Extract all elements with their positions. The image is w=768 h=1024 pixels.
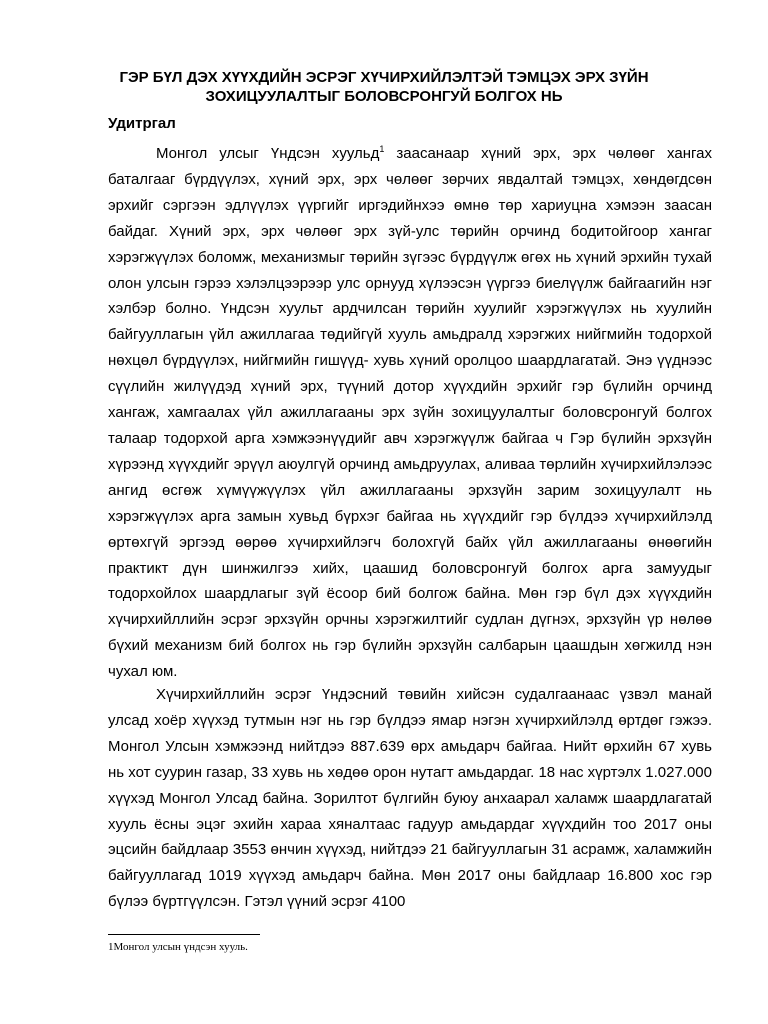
paragraph-1-rest: заасанаар хүний эрх, эрх чөлөөг хангах баталгааг бүрдүүлэх, хүний эрх, эрх чөлөөг зөрчих явдалтай тэмцэх, хөндөгдсөн эрхийг сэргээн эдлүүлэх үүргийг иргэдийнхээ өмнө төр хариуцна хэмээн заасан байдаг. Хүний эрх, эрх чөлөөг эрх зүй-улс төрийн орчинд бодитойгоор хангаг хэрэгжүүлэх боломж, механизмыг төрийн зүгээс бүрдүүлж өгөх нь хүний эрхийн тухай олон улсын гэрээ хэлэлцээрээр улс орнууд хүлээсэн үүргээ биелүүлж байгаагийн нэг хэлбэр болно. Үндсэн хуульт ардчилсан төрийн хуулийг хэрэгжүүлэх нь хуулийн байгууллагын үйл ажиллагаа төдийгүй хууль амьдралд хэрэгжих нийгмийн тодорхой нөхцөл бүрдүүлэх, нийгмийн гишүүд- хувь хүний оролцоо шаардлагатай. Энэ үүднээс сүүлийн жилүүдэд хүний эрх, түүний дотор хүүхдийн эрхийг гэр бүлийн орчинд хангаж, хамгаалах үйл ажиллагааны эрх зүйн зохицуулалтыг боловсронгуй болгох талаар тодорхой арга хэмжээнүүдийг авч хэрэгжүүлж байгаа ч Гэр бүлийн эрхзүйн хүрээнд хүүхдийг эрүүл аюулгүй орчинд амьдруулах, аливаа төрлийн хүчирхийлэлээс ангид өсгөж хүмүүжүүлэх үйл ажиллагааны эрхзүйн зарим зохицуулалт нь хэрэгжүүлэх арга замын хувьд бүрхэг байгаа нь хүүхдийг гэр бүлдээ хүчирхийлэлд өртөхгүй эргээд өөрөө хүчирхийлэгч болохгүй байх үйл ажиллагааны өнөөгийн практикт дүн шинжилгээ хийх, цаашид боловсронгуй болгох арга замуудыг тодорхойлох шаардлагыг зүй ёсоор бий болгож байна. Мөн гэр бүл дэх хүүхдийн хүчирхийллийн эсрэг эрхзүйн орчны хэрэгжилтийг судлан дүгнэх, эрхзүйн үр нөлөө бүхий механизм бий болгох нь гэр бүлийн эрхзүйн салбарын цаашдын хөгжилд нэн чухал юм. <box>108 145 712 681</box>
title-line-1: ГЭР БҮЛ ДЭХ ХҮҮХДИЙН ЭСРЭГ ХҮЧИРХИЙЛЭЛТЭЙ ТЭМЦЭХ ЭРХ ЗҮЙН <box>119 69 649 86</box>
document-title <box>60 68 708 106</box>
paragraph-2: Хүчирхийллийн эсрэг Үндэсний төвийн хийсэн судалгаанаас үзвэл манай улсад хоёр хүүхэд тутмын нэг нь гэр бүлдээ ямар нэгэн хүчирхийлэлд өртдөг гэжээ. Монгол Улсын хэмжээнд нийтдээ 887.639 өрх амьдарч байгаа. Нийт өрхийн 67 хувь нь хот суурин газар, 33 хувь нь хөдөө орон нутагт амьдардаг. 18 нас хүртэлх 1.027.000 хүүхэд Монгол Улсад байна. Зорилтот бүлгийн буюу анхаарал халамж шаардлагатай хууль ёсны эцэг эхийн хараа хяналтаас гадуур амьдардаг хүүхдийн тоо 2017 оны эцсийн байдлаар 3553 өнчин хүүхэд, нийтдээ 21 байгууллагын 31 асрамж, халамжийн байгууллагад 1019 хүүхэд амьдарч байна. Мөн 2017 оны байдлаар 16.800 хос гэр бүлээ бүртгүүлсэн. Гэтэл үүний эсрэг 4100 <box>108 686 712 911</box>
footnote-text: 1Монгол улсын үндсэн хууль. <box>108 941 248 953</box>
paragraph-1-start: Монгол улсыг Үндсэн хуульд <box>156 145 380 162</box>
footnote-ref: 1 <box>379 144 385 154</box>
footnote-divider <box>108 934 260 935</box>
section-heading: Удитргал <box>108 115 176 132</box>
title-line-2: ЗОХИЦУУЛАЛТЫГ БОЛОВСРОНГУЙ БОЛГОХ НЬ <box>205 88 563 105</box>
paragraph-1 <box>108 141 712 685</box>
